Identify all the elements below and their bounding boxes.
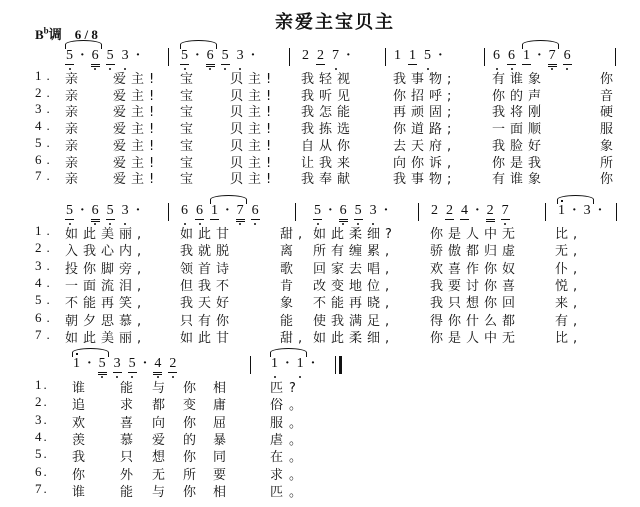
lyric-segment: 来, <box>555 296 583 312</box>
lyric-segment: 得你什么都 <box>430 313 521 329</box>
note: 4 <box>461 203 468 218</box>
note: 6 <box>563 48 571 63</box>
augmentation-dot: · <box>537 48 542 63</box>
augmentation-dot: · <box>572 203 577 218</box>
lyric-segment: 宝 <box>180 172 199 188</box>
lyric-segment: 有谁象 <box>492 172 547 188</box>
verse-line <box>0 118 640 138</box>
note: 6 <box>91 48 100 67</box>
augmentation-dot: · <box>328 203 333 218</box>
verse-line <box>0 84 640 104</box>
lyric-segment: 如此美丽, <box>65 227 147 242</box>
measure <box>65 48 146 67</box>
lyric-segment: 甜, <box>280 330 308 346</box>
slur <box>522 40 559 49</box>
song-title: 亲爱主宝贝主 <box>275 12 395 33</box>
lyric-segment: 比, <box>555 227 583 242</box>
measure <box>430 203 516 222</box>
lyric-segment: 一面顺 <box>492 122 547 138</box>
slur <box>270 348 307 357</box>
verse-line <box>0 240 640 260</box>
slur <box>72 348 109 357</box>
lyric-segment: 你是人中无 <box>430 330 521 346</box>
note: 5 <box>66 48 73 63</box>
augmentation-dot: · <box>438 48 443 63</box>
lyric-segment: 我事物; <box>393 72 457 87</box>
final-bar-line <box>335 356 342 374</box>
lyric-segment: 悦, <box>555 278 583 294</box>
lyric-segment: 再顽固; <box>393 105 457 121</box>
lyric-segment: 我怎能 <box>301 105 356 121</box>
lyric-segment: 向你诉, <box>393 155 457 171</box>
bar-line <box>615 48 616 66</box>
note: 6 <box>181 203 188 218</box>
verse-number: 5. <box>35 446 49 462</box>
verse-number: 7. <box>35 168 55 184</box>
lyric-segment: 肯 <box>280 278 299 294</box>
note: 5 <box>314 203 321 218</box>
lyric-segment: 所 <box>600 155 619 171</box>
lyric-segment: 骄傲都归虚 <box>430 244 521 260</box>
augmentation-dot: · <box>80 48 85 63</box>
lyric-segment: 的 <box>183 432 203 448</box>
lyric-segment: 你的声 <box>492 88 547 104</box>
lyric-segment: 我天好 <box>180 296 235 312</box>
lyric-segment: 亲 <box>65 122 84 138</box>
lyric-segment: 我听见 <box>301 88 356 104</box>
verse-number: 6. <box>35 151 55 167</box>
verse-line <box>0 463 640 483</box>
lyric-segment: 慕 <box>120 432 140 448</box>
note: 2 <box>431 203 438 218</box>
notes-row <box>0 203 640 223</box>
note: 3 <box>113 356 121 371</box>
measure <box>557 203 608 219</box>
lyric-segment: 要 <box>213 467 233 483</box>
lyric-segment: 硬 <box>600 105 619 121</box>
measure <box>65 203 146 222</box>
note: 5 <box>181 48 188 63</box>
lyric-segment: 你 <box>183 415 203 431</box>
bar-line <box>295 203 296 221</box>
lyric-segment: 服。 <box>270 415 309 431</box>
lyric-segment: 爱主! <box>113 105 160 121</box>
lyric-segment: 我轻视 <box>301 72 356 87</box>
lyric-segment: 爱主! <box>113 72 160 87</box>
verse-number: 1. <box>35 223 55 238</box>
note: 1 <box>296 356 304 371</box>
note: 1 <box>73 356 80 371</box>
bar-line <box>168 48 169 66</box>
time-signature: 6 / 8 <box>74 27 98 42</box>
lyric-segment: 你招呼; <box>393 88 457 104</box>
verse-number: 5. <box>35 292 55 308</box>
note: 7 <box>236 203 245 222</box>
lyric-segment: 入我心内, <box>65 244 147 260</box>
lyric-segment: 爱主! <box>113 172 160 188</box>
verse-number: 4. <box>35 428 49 444</box>
lyric-segment: 欢喜作你奴 <box>430 261 521 277</box>
lyric-segment: 领首诗 <box>180 261 235 277</box>
lyric-segment: 贝主! <box>230 138 277 154</box>
lyric-segment: 我要讨你喜 <box>430 278 521 294</box>
verse-line <box>0 411 640 431</box>
lyric-segment: 宝 <box>180 72 199 87</box>
lyric-segment: 亲 <box>65 72 84 87</box>
verse-line <box>0 394 640 414</box>
lyric-segment: 你 <box>600 72 619 87</box>
lyric-segment: 我奉献 <box>301 172 356 188</box>
note: 2 <box>446 203 453 218</box>
lyric-segment: 有谁象 <box>492 72 547 87</box>
lyric-segment: 有, <box>555 313 583 329</box>
notes-row <box>0 356 640 376</box>
lyric-segment: 求。 <box>270 467 309 483</box>
verse-line <box>0 274 640 294</box>
lyric-segment: 想 <box>152 450 172 466</box>
augmentation-dot: · <box>285 356 290 371</box>
verse-number: 2. <box>35 240 55 256</box>
lyric-segment: 只 <box>120 450 140 466</box>
verse-line <box>0 68 640 87</box>
lyric-segment: 庸 <box>213 398 233 414</box>
verse-line <box>0 428 640 448</box>
notes-row <box>0 48 640 68</box>
verse-line <box>0 101 640 121</box>
note: 6 <box>251 203 259 218</box>
lyric-segment: 不能再笑, <box>65 296 147 312</box>
note: 2 <box>169 356 177 371</box>
verse-line <box>0 377 640 396</box>
lyric-segment: 贝主! <box>230 155 277 171</box>
lyric-segment: 但我不 <box>180 278 235 294</box>
lyric-segment: 宝 <box>180 122 199 138</box>
augmentation-dot: · <box>475 203 480 218</box>
augmentation-dot: · <box>142 356 148 371</box>
lyric-segment: 歌 <box>280 261 299 277</box>
note: 3 <box>121 203 129 218</box>
lyric-segment: 宝 <box>180 155 199 171</box>
lyric-segment: 我拣选 <box>301 122 356 138</box>
note: 5 <box>128 356 136 371</box>
lyric-segment: 爱主! <box>113 122 160 138</box>
note: 1 <box>409 48 416 63</box>
bar-line <box>484 48 485 66</box>
lyric-segment: 向 <box>152 415 172 431</box>
lyric-segment: 在。 <box>270 450 309 466</box>
lyric-segment: 同 <box>213 450 233 466</box>
verse-line <box>0 257 640 277</box>
note: 5 <box>66 203 73 218</box>
augmentation-dot: · <box>135 203 141 218</box>
lyric-segment: 仆, <box>555 261 583 277</box>
lyric-segment: 亲 <box>65 155 84 171</box>
lyric-segment: 无 <box>152 467 172 483</box>
note: 6 <box>206 48 215 67</box>
lyric-segment: 爱主! <box>113 88 160 104</box>
note: 3 <box>369 203 377 218</box>
verse-line <box>0 326 640 346</box>
bar-line <box>289 48 290 66</box>
bar-line <box>616 203 617 221</box>
lyric-segment: 所有缠累, <box>313 244 395 260</box>
lyric-segment: 喜 <box>120 415 140 431</box>
lyric-segment: 谁 <box>72 484 92 500</box>
verse-number: 6. <box>35 463 49 479</box>
lyric-segment: 宝 <box>180 88 199 104</box>
lyric-segment: 自从你 <box>301 138 356 154</box>
lyric-segment: 都 <box>152 398 172 414</box>
measure <box>301 48 357 65</box>
note: 5 <box>354 203 362 218</box>
verse-line <box>0 292 640 312</box>
lyric-segment: 相 <box>213 381 233 396</box>
lyric-segment: 改变地位, <box>313 278 395 294</box>
note: 6 <box>196 203 203 218</box>
lyric-segment: 服 <box>600 122 619 138</box>
note: 2 <box>317 48 324 63</box>
note: 1 <box>523 48 530 63</box>
augmentation-dot: · <box>310 356 316 371</box>
lyric-segment: 爱主! <box>113 155 160 171</box>
verse-line <box>0 168 640 188</box>
measure <box>393 48 449 65</box>
lyric-segment: 无, <box>555 244 583 260</box>
lyric-segment: 亲 <box>65 105 84 121</box>
lyric-segment: 外 <box>120 467 140 483</box>
slur <box>557 195 594 204</box>
lyric-segment: 回家去唱, <box>313 261 395 277</box>
lyric-segment: 匹? <box>270 381 302 396</box>
lyric-segment: 你 <box>183 450 203 466</box>
verse-number: 1. <box>35 68 55 83</box>
measure <box>72 356 183 375</box>
lyric-segment: 不能再晓, <box>313 296 395 312</box>
lyric-segment: 能 <box>280 313 299 329</box>
verse-number: 7. <box>35 326 55 342</box>
lyric-segment: 贝主! <box>230 122 277 138</box>
lyric-segment: 我就脱 <box>180 244 235 260</box>
lyric-segment: 与 <box>152 381 172 396</box>
note: 5 <box>106 48 114 63</box>
note: 6 <box>339 203 348 222</box>
augmentation-dot: · <box>87 356 92 371</box>
lyric-segment: 去天府, <box>393 138 457 154</box>
lyric-segment: 谁 <box>72 381 92 396</box>
lyric-segment: 使我满足, <box>313 313 395 329</box>
verse-number: 4. <box>35 118 55 134</box>
slur <box>65 40 102 49</box>
note: 1 <box>394 48 401 63</box>
lyric-segment: 我 <box>72 450 92 466</box>
lyric-segment: 欢 <box>72 415 92 431</box>
note: 6 <box>508 48 515 63</box>
lyric-segment: 亲 <box>65 138 84 154</box>
note: 1 <box>211 203 218 218</box>
augmentation-dot: · <box>346 48 351 63</box>
lyric-segment: 爱主! <box>113 138 160 154</box>
lyric-segment: 贝主! <box>230 172 277 188</box>
measure <box>492 48 578 67</box>
lyric-segment: 亲 <box>65 88 84 104</box>
lyric-segment: 如此甘 <box>180 330 235 346</box>
lyric-segment: 宝 <box>180 105 199 121</box>
lyric-segment: 让我来 <box>301 155 356 171</box>
lyric-segment: 亲 <box>65 172 84 188</box>
measure <box>313 203 394 222</box>
note: 6 <box>493 48 500 63</box>
verse-line <box>0 446 640 466</box>
verse-number: 3. <box>35 101 55 117</box>
lyric-segment: 朝夕思慕, <box>65 313 147 329</box>
augmentation-dot: · <box>80 203 85 218</box>
lyric-segment: 相 <box>213 484 233 500</box>
lyric-segment: 如此柔细? <box>313 227 397 242</box>
lyric-segment: 一面流泪, <box>65 278 147 294</box>
lyric-segment: 象 <box>280 296 299 312</box>
lyric-segment: 所 <box>183 467 203 483</box>
note: 7 <box>501 203 509 218</box>
lyric-segment: 羡 <box>72 432 92 448</box>
lyric-segment: 音 <box>600 88 619 104</box>
lyric-segment: 屈 <box>213 415 233 431</box>
key-label: 调 <box>48 27 62 42</box>
note: 5 <box>106 203 114 218</box>
augmentation-dot: · <box>383 203 389 218</box>
lyric-segment: 你是我 <box>492 155 547 171</box>
note: 6 <box>91 203 100 222</box>
lyric-segment: 贝主! <box>230 72 277 87</box>
verse-line <box>0 309 640 329</box>
verse-number: 6. <box>35 309 55 325</box>
lyric-segment: 你 <box>600 172 619 188</box>
lyric-segment: 投你脚旁, <box>65 261 147 277</box>
key-note: B <box>35 27 44 42</box>
lyric-segment: 虐。 <box>270 432 309 448</box>
lyric-segment: 比, <box>555 330 583 346</box>
lyric-segment: 变 <box>183 398 203 414</box>
verse-number: 2. <box>35 394 49 410</box>
lyric-segment: 离 <box>280 244 299 260</box>
verse-number: 3. <box>35 257 55 273</box>
lyric-segment: 只有你 <box>180 313 235 329</box>
lyric-segment: 追 <box>72 398 92 414</box>
lyric-segment: 宝 <box>180 138 199 154</box>
note: 2 <box>486 203 495 222</box>
verse-line <box>0 151 640 171</box>
lyric-segment: 能 <box>120 484 140 500</box>
measure <box>180 203 266 222</box>
lyric-segment: 暴 <box>213 432 233 448</box>
lyric-segment: 能 <box>120 381 140 396</box>
augmentation-dot: · <box>597 203 603 218</box>
lyric-segment: 匹。 <box>270 484 309 500</box>
verse-line <box>0 480 640 500</box>
lyric-segment: 甜, <box>280 227 308 242</box>
lyric-segment: 你 <box>183 381 203 396</box>
lyric-segment: 如此美丽, <box>65 330 147 346</box>
lyric-segment: 贝主! <box>230 105 277 121</box>
augmentation-dot: · <box>250 48 256 63</box>
measure <box>180 48 261 67</box>
slur <box>210 195 247 204</box>
lyric-segment: 与 <box>152 484 172 500</box>
note: 3 <box>583 203 591 218</box>
verse-number: 2. <box>35 84 55 100</box>
note: 5 <box>424 48 431 63</box>
lyric-segment: 爱 <box>152 432 172 448</box>
note: 4 <box>153 356 162 375</box>
note: 1 <box>271 356 278 371</box>
augmentation-dot: · <box>225 203 230 218</box>
bar-line <box>250 356 251 374</box>
lyric-segment: 俗。 <box>270 398 309 414</box>
note: 2 <box>302 48 309 63</box>
slur <box>180 40 217 49</box>
note: 5 <box>98 356 107 375</box>
bar-line <box>168 203 169 221</box>
bar-line <box>545 203 546 221</box>
lyric-segment: 如此柔细, <box>313 330 395 346</box>
lyric-segment: 求 <box>120 398 140 414</box>
note: 5 <box>221 48 229 63</box>
verse-number: 1. <box>35 377 49 392</box>
note: 1 <box>558 203 565 218</box>
lyric-segment: 你道路; <box>393 122 457 138</box>
lyric-segment: 我将刚 <box>492 105 547 121</box>
note: 3 <box>121 48 129 63</box>
lyric-segment: 你是人中无 <box>430 227 521 242</box>
verse-number: 7. <box>35 480 49 496</box>
lyric-segment: 我只想你回 <box>430 296 521 312</box>
verse-line <box>0 134 640 154</box>
lyric-segment: 如此甘 <box>180 227 235 242</box>
lyric-segment: 我脸好 <box>492 138 547 154</box>
lyric-segment: 我事物; <box>393 172 457 188</box>
bar-line <box>418 203 419 221</box>
lyric-segment: 象 <box>600 138 619 154</box>
augmentation-dot: · <box>195 48 200 63</box>
flat-sign: b <box>43 25 49 36</box>
note: 7 <box>548 48 557 67</box>
lyric-segment: 你 <box>72 467 92 483</box>
bar-line <box>385 48 386 66</box>
measure <box>270 356 321 372</box>
verse-number: 3. <box>35 411 49 427</box>
lyric-segment: 你 <box>183 484 203 500</box>
verse-line <box>0 223 640 242</box>
augmentation-dot: · <box>135 48 141 63</box>
verse-number: 4. <box>35 274 55 290</box>
note: 7 <box>332 48 339 63</box>
note: 3 <box>236 48 244 63</box>
lyric-segment: 贝主! <box>230 88 277 104</box>
verse-number: 5. <box>35 134 55 150</box>
